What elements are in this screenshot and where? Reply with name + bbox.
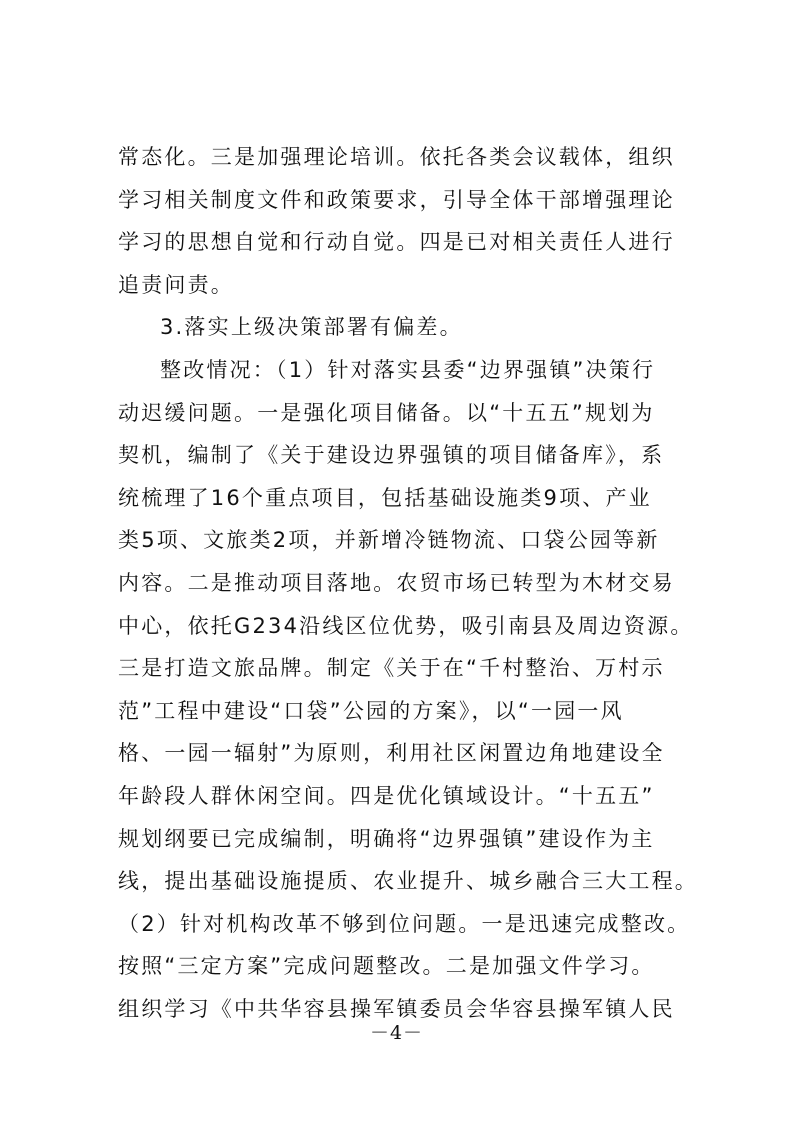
text-line: 线，提出基础设施提质、农业提升、城乡融合三大工程。 [118,869,698,894]
text-line: 类5项、文旅类2项，并新增冷链物流、口袋公园等新 [118,528,660,553]
text-line: 动迟缓问题。一是强化项目储备。以“十五五”规划为 [118,400,655,425]
text-line: 范”工程中建设“口袋”公园的方案》，以“一园一风 [118,698,624,723]
text-line: 内容。二是推动项目落地。农贸市场已转型为木材交易 [118,570,675,595]
text-line: 契机，编制了《关于建设边界强镇的项目储备库》，系 [118,443,665,468]
text-line: 三是打造文旅品牌。制定《关于在“千村整治、万村示 [118,656,665,681]
section-heading: 3.落实上级决策部署有偏差。 [160,315,463,340]
text-line: 追责问责。 [118,272,234,297]
text-line: 格、一园一辐射”为原则，利用社区闲置边角地建设全 [118,741,665,766]
text-line: （2）针对机构改革不够到位问题。一是迅速完成整改。 [118,911,691,936]
text-line: 组织学习《中共华容县操军镇委员会华容县操军镇人民 [118,996,675,1021]
text-line: 规划纲要已完成编制，明确将“边界强镇”建设作为主 [118,826,655,851]
text-line: 常态化。三是加强理论培训。依托各类会议载体，组织 [118,145,675,169]
text-line: 学习相关制度文件和政策要求，引导全体干部增强理论 [118,187,675,212]
text-line: 统梳理了16个重点项目，包括基础设施类9项、产业 [118,485,652,510]
text-line: 整改情况：（1）针对落实县委“边界强镇”决策行 [160,357,656,382]
body-text [118,136,698,1030]
page-number: －4－ [369,1022,424,1044]
text-line: 年龄段人群休闲空间。四是优化镇域设计。“十五五” [118,783,655,808]
text-line: 学习的思想自觉和行动自觉。四是已对相关责任人进行 [118,230,675,255]
text-line: 中心，依托G234沿线区位优势，吸引南县及周边资源。 [118,613,694,638]
text-line: 按照“三定方案”完成问题整改。二是加强文件学习。 [118,954,655,979]
